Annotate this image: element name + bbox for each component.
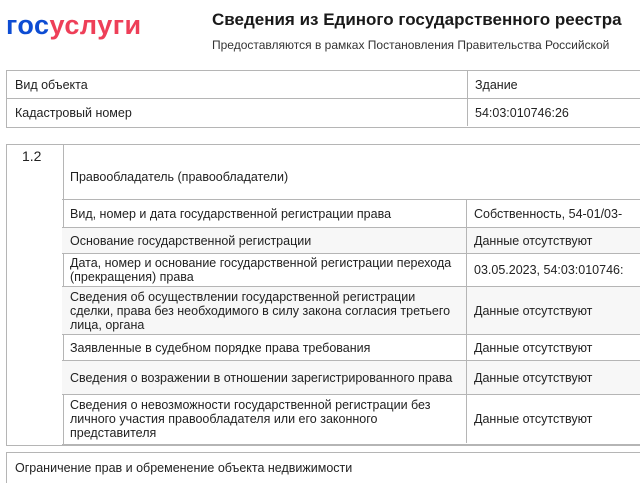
cadastral-number-label: Кадастровый номер [15, 105, 132, 120]
court-claims-label: Заявленные в судебном порядке права требования [70, 340, 371, 355]
page-header [0, 0, 640, 64]
logo-part-uslugi: услуги [49, 10, 142, 40]
table-row [62, 335, 640, 361]
table-row [7, 99, 640, 126]
gosuslugi-logo[interactable] [6, 10, 142, 41]
transaction-consent-label: Сведения об осуществлении государственной регистрации сделки, права без необходимого в силу закона согласия третьего лица, органа [70, 289, 451, 332]
personal-participation-label: Сведения о невозможности государственной регистрации без личного участия правообладателя или его законного представителя [70, 398, 431, 440]
table-row [62, 395, 640, 443]
transaction-consent-value: Данные отсутствуют [474, 303, 593, 318]
table-row [62, 228, 640, 254]
encumbrance-table [6, 452, 640, 483]
object-type-label: Вид объекта [15, 77, 88, 92]
logo-part-gos: гос [6, 10, 50, 40]
encumbrance-label: Ограничение прав и обременение объекта недвижимости [15, 461, 353, 475]
personal-participation-value: Данные отсутствуют [474, 412, 593, 426]
document-subtitle: Предоставляются в рамках Постановления Правительства Российской [212, 38, 610, 52]
table-row [7, 71, 640, 99]
section-heading-row [62, 144, 640, 200]
court-claims-value: Данные отсутствуют [474, 340, 593, 355]
cadastral-number-value: 54:03:010746:26 [475, 105, 569, 120]
table-row [62, 254, 640, 287]
rights-holders-table [62, 144, 640, 445]
registration-right-label: Вид, номер и дата государственной регистрации права [70, 206, 392, 221]
transfer-registration-label: Дата, номер и основание государственной регистрации перехода (прекращения) права [70, 256, 452, 284]
objection-value: Данные отсутствуют [474, 370, 593, 385]
objection-label: Сведения о возражении в отношении зарегистрированного права [70, 370, 453, 385]
section-heading: Правообладатель (правообладатели) [70, 169, 289, 184]
registration-basis-value: Данные отсутствуют [474, 233, 593, 248]
table-row [62, 361, 640, 395]
table-row [62, 200, 640, 228]
document-title: Сведения из Единого государственного реестра [212, 10, 622, 29]
section-number: 1.2 [22, 148, 42, 164]
object-info-table [6, 70, 640, 128]
table-row [62, 287, 640, 335]
registration-basis-label: Основание государственной регистрации [70, 233, 312, 248]
registration-right-value: Собственность, 54-01/03- [474, 206, 623, 221]
object-type-value: Здание [475, 77, 518, 92]
transfer-registration-value: 03.05.2023, 54:03:010746: [474, 263, 624, 277]
